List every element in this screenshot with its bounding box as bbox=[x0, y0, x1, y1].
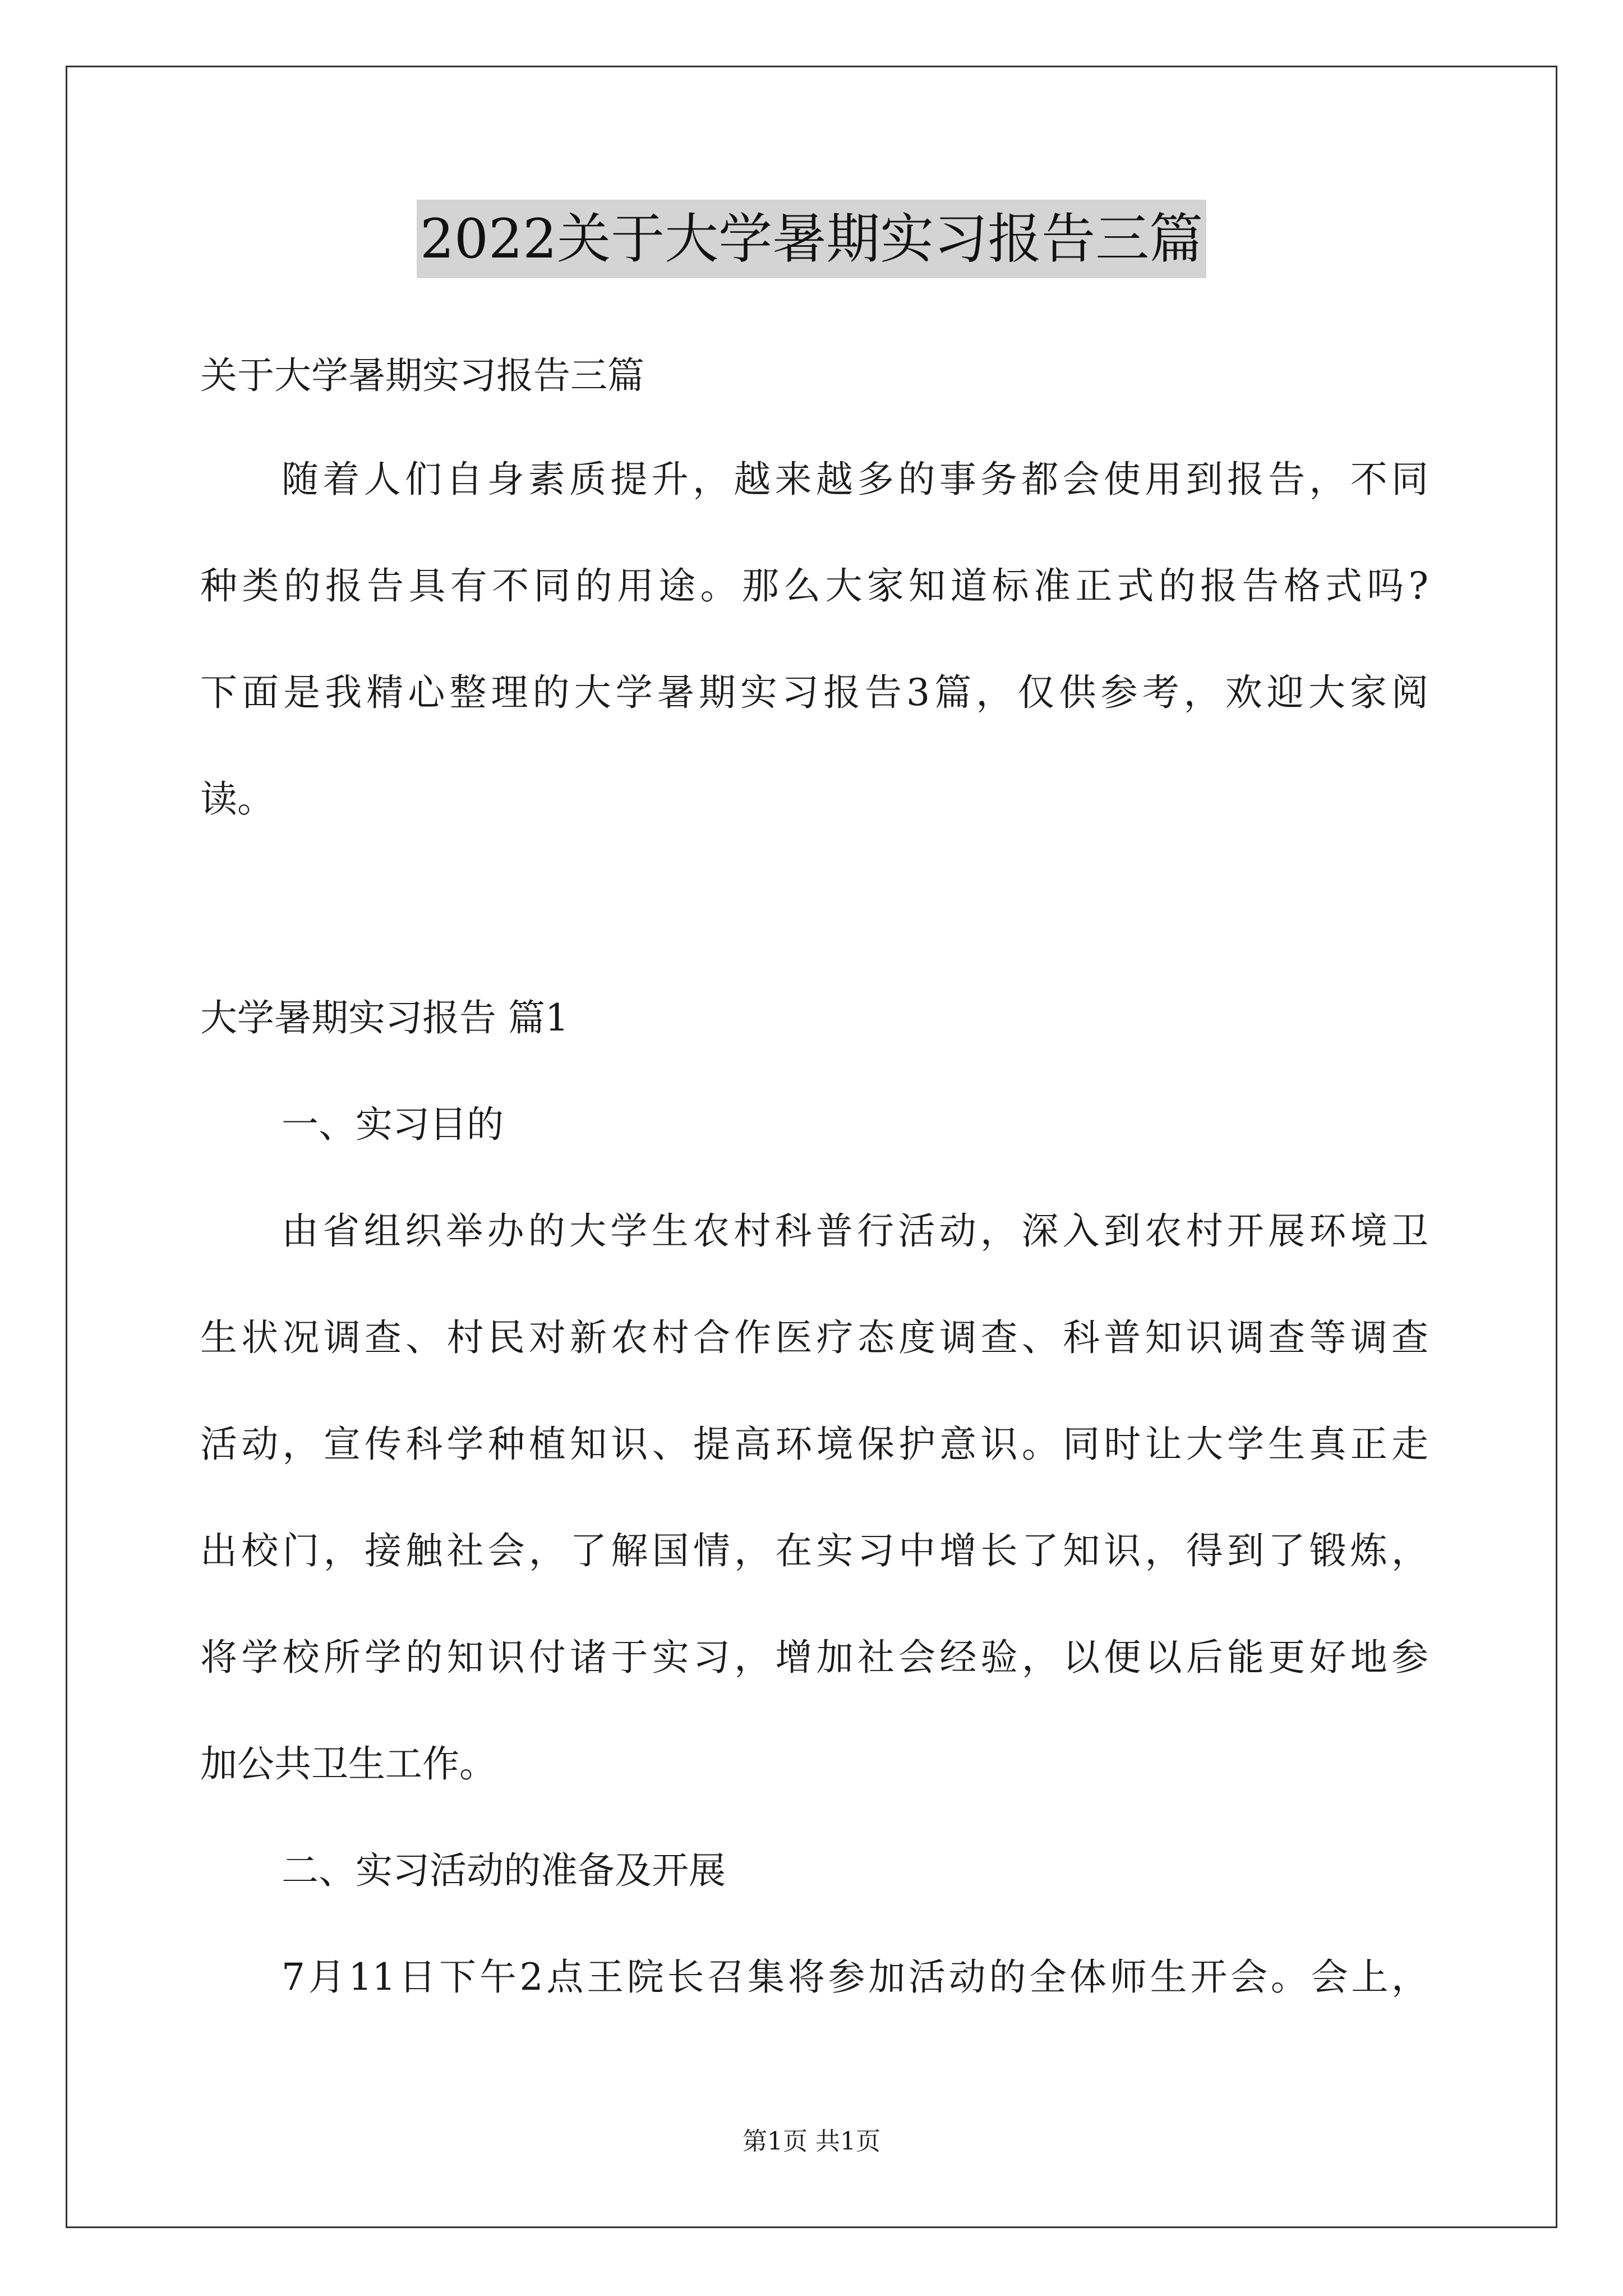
part1-heading: 一、实习目的 bbox=[282, 1103, 504, 1146]
part1-line: 将学校所学的知识付诸于实习，增加社会经验，以便以后能更好地参 bbox=[200, 1636, 1428, 1679]
intro-line: 读。 bbox=[200, 777, 274, 821]
intro-line: 下面是我精心整理的大学暑期实习报告3篇，仅供参考，欢迎大家阅 bbox=[200, 671, 1428, 714]
part1-line: 生状况调查、村民对新农村合作医疗态度调查、科普知识调查等调查 bbox=[200, 1316, 1428, 1359]
part2-heading: 二、实习活动的准备及开展 bbox=[282, 1849, 726, 1892]
part1-line: 出校门，接触社会，了解国情，在实习中增长了知识，得到了锻炼， bbox=[200, 1529, 1428, 1572]
intro-line: 随着人们自身素质提升，越来越多的事务都会使用到报告，不同 bbox=[282, 458, 1428, 501]
part2-line: 7月11日下午2点王院长召集将参加活动的全体师生开会。会上， bbox=[282, 1955, 1428, 1999]
title-container bbox=[0, 200, 1623, 278]
intro-line: 种类的报告具有不同的用途。那么大家知道标准正式的报告格式吗? bbox=[200, 564, 1428, 608]
part1-line: 加公共卫生工作。 bbox=[200, 1742, 496, 1786]
document-title: 2022关于大学暑期实习报告三篇 bbox=[417, 200, 1206, 278]
page-footer: 第1页 共1页 bbox=[743, 2127, 880, 2156]
part1-line: 由省组织举办的大学生农村科普行活动，深入到农村开展环境卫 bbox=[282, 1209, 1428, 1253]
part1-line: 活动，宣传科学种植知识、提高环境保护意识。同时让大学生真正走 bbox=[200, 1423, 1428, 1466]
document-subtitle: 关于大学暑期实习报告三篇 bbox=[200, 354, 644, 397]
section-heading: 大学暑期实习报告 篇1 bbox=[200, 996, 569, 1039]
